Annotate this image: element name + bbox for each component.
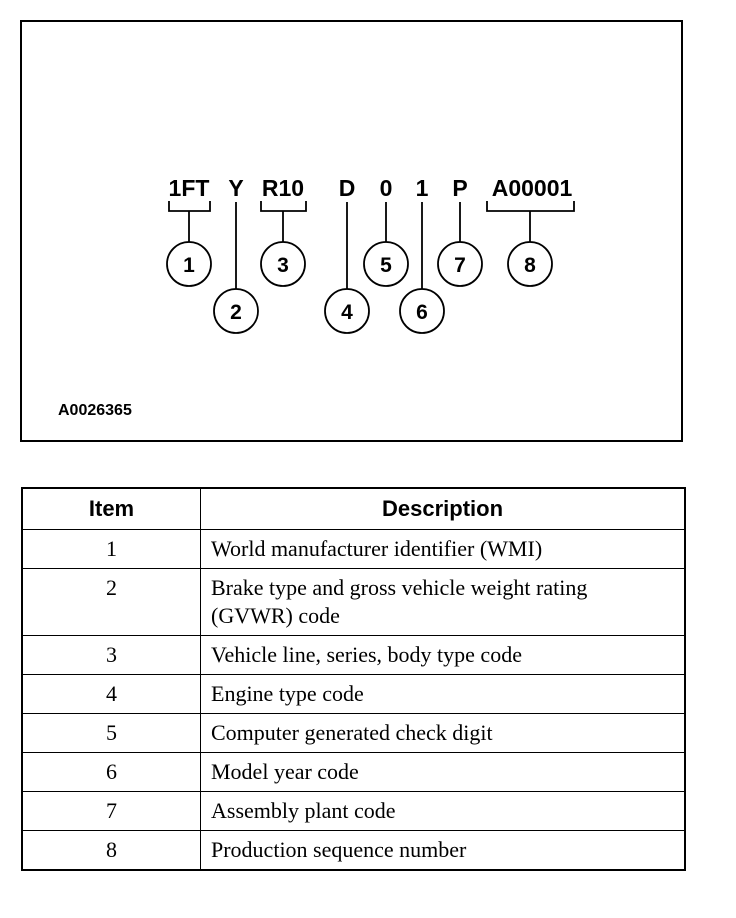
- item-cell: 4: [22, 675, 201, 714]
- callout-number-4: 4: [341, 301, 353, 324]
- item-cell: 1: [22, 530, 201, 569]
- callout-number-1: 1: [183, 254, 195, 277]
- table-header-row: [22, 488, 685, 530]
- callout-number-7: 7: [454, 254, 466, 277]
- table-row: [22, 753, 685, 792]
- description-cell: World manufacturer identifier (WMI): [201, 530, 686, 569]
- description-cell: Computer generated check digit: [201, 714, 686, 753]
- callout-number-5: 5: [380, 254, 392, 277]
- vin-segment-7: P: [452, 175, 468, 201]
- vin-segment-8: A00001: [491, 175, 573, 201]
- description-cell: Brake type and gross vehicle weight rating (GVWR) code: [201, 569, 686, 636]
- description-cell: Engine type code: [201, 675, 686, 714]
- item-cell: 6: [22, 753, 201, 792]
- callout-number-2: 2: [230, 301, 242, 324]
- bracket-1: [169, 201, 210, 211]
- callout-circles: [167, 242, 552, 333]
- vin-segment-5: 0: [379, 175, 393, 201]
- figure-id-label: A0026365: [58, 402, 132, 419]
- callout-number-8: 8: [524, 254, 536, 277]
- table-row: [22, 675, 685, 714]
- table-row: [22, 792, 685, 831]
- bracket-3: [261, 201, 306, 211]
- description-cell: Model year code: [201, 753, 686, 792]
- table-row: [22, 636, 685, 675]
- callout-number-6: 6: [416, 301, 428, 324]
- description-cell: Production sequence number: [201, 831, 686, 871]
- table-row: [22, 831, 685, 871]
- item-cell: 3: [22, 636, 201, 675]
- vin-segment-6: 1: [415, 175, 429, 201]
- vin-diagram-graphic: [22, 22, 685, 444]
- description-table: [21, 487, 686, 871]
- description-column-header: Description: [201, 488, 686, 530]
- item-cell: 5: [22, 714, 201, 753]
- vin-segment-4: D: [338, 175, 356, 201]
- vin-segment-1: 1FT: [168, 175, 210, 201]
- vin-diagram: [20, 20, 683, 442]
- vin-segment-3: R10: [261, 175, 305, 201]
- table-row: [22, 714, 685, 753]
- item-cell: 8: [22, 831, 201, 871]
- table-row: [22, 569, 685, 636]
- callout-number-3: 3: [277, 254, 289, 277]
- table-row: [22, 530, 685, 569]
- description-cell: Assembly plant code: [201, 792, 686, 831]
- bracket-8: [487, 201, 574, 211]
- item-cell: 7: [22, 792, 201, 831]
- vin-segment-2: Y: [228, 175, 244, 201]
- item-cell: 2: [22, 569, 201, 636]
- item-column-header: Item: [22, 488, 201, 530]
- description-cell: Vehicle line, series, body type code: [201, 636, 686, 675]
